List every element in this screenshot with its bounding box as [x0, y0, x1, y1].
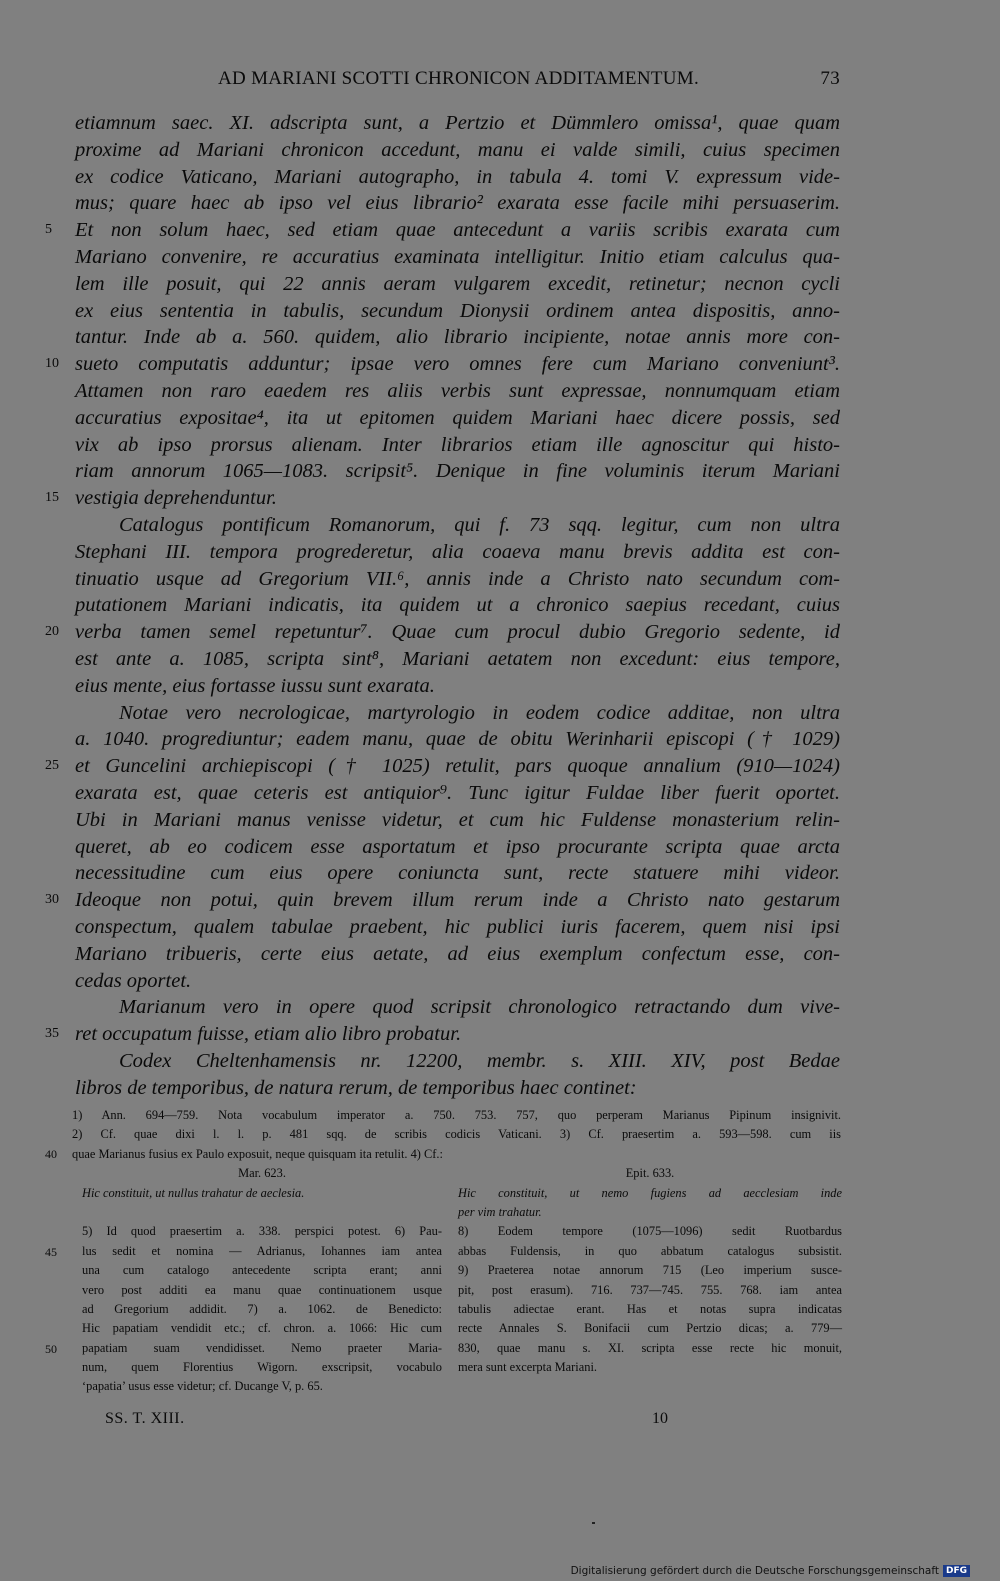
compare-left-text: Hic constituit, ut nullus trahatur de aeclesia.	[82, 1185, 305, 1200]
line-text: Marianum vero in opere quod scripsit chronologico retractando dum vive-	[119, 996, 840, 1019]
text-line	[0, 432, 1000, 459]
text-line	[0, 807, 1000, 834]
line-text: Notae vero necrologicae, martyrologio in eodem codice additae, non ultra	[119, 701, 840, 724]
text-line	[0, 110, 1000, 137]
line-text: cedas oportet.	[75, 969, 192, 992]
line-text: eius mente, eius fortasse iussu sunt exarata.	[75, 674, 435, 697]
line-number: 5	[45, 222, 52, 238]
sheet-number: 10	[652, 1410, 668, 1427]
footnote-line: vero post additi ea manu quae continuationem usque	[82, 1282, 442, 1297]
text-line	[0, 619, 1000, 646]
line-text: lem ille posuit, qui 22 annis aeram vulgarem excedit, retinetur; necnon cycli	[75, 272, 840, 295]
line-text: tinuatio usque ad Gregorium VII.⁶, annis inde a Christo nato secundum com-	[75, 567, 840, 590]
footnote-line	[0, 1106, 1000, 1125]
line-number-50: 50	[45, 1341, 57, 1356]
text-line	[0, 137, 1000, 164]
footnote-line: tabulis adiectae erant. Has et notas supra indicatas	[458, 1301, 842, 1316]
text-line	[0, 700, 1000, 727]
line-text: exarata est, quae ceteris est antiquior⁹. Tunc igitur Fuldae liber fuerit oportet.	[75, 781, 840, 804]
text-line	[0, 378, 1000, 405]
line-text: tantur. Inde ab a. 560. quidem, alio librario incipiente, notae annis more con-	[75, 326, 840, 349]
text-line	[0, 914, 1000, 941]
text-line	[0, 324, 1000, 351]
text-line	[0, 539, 1000, 566]
line-text: necessitudine cum eius opere coniuncta sunt, recte statuere mihi videor.	[75, 862, 840, 885]
footnote-line: ‘papatia’ usus esse videtur; cf. Ducange V, p. 65.	[82, 1379, 323, 1394]
line-text: proxime ad Mariani chronicon accedunt, manu ei valde simili, cuius specimen	[75, 138, 840, 161]
line-text: ex codice Vaticano, Mariani autographo, in tabula 4. tomi V. expressum vide-	[75, 165, 840, 188]
text-line	[0, 726, 1000, 753]
text-line	[0, 860, 1000, 887]
footnote-line	[0, 1125, 1000, 1144]
text-line	[0, 458, 1000, 485]
footnote-text: 2) Cf. quae dixi l. l. p. 481 sqq. de scribis codicis Vaticani. 3) Cf. praesertim a. 593—598. cum iis	[72, 1127, 841, 1142]
line-text: Ideoque non potui, quin brevem illum rerum inde a Christo nato gestarum	[75, 889, 840, 912]
volume-signature: SS. T. XIII.	[105, 1410, 185, 1427]
line-text: Attamen non raro eaedem res aliis verbis sunt expressae, nonnumquam etiam	[75, 379, 840, 402]
running-title: AD MARIANI SCOTTI CHRONICON ADDITAMENTUM.	[218, 68, 700, 89]
footnote-line: 830, quae manu s. XI. scripta esse recte hic monuit,	[458, 1340, 842, 1355]
main-text	[0, 110, 1000, 1101]
line-text: Mariano convenire, re accuratius examinata intelligitur. Initio etiam calculus qua-	[75, 245, 840, 268]
footnote-line: mera sunt excerpta Mariani.	[458, 1360, 597, 1375]
compare-left-head: Mar. 623.	[238, 1166, 286, 1181]
line-text: Mariano tribueris, certe eius aetate, ad eius exemplum confectum esse, con-	[75, 942, 840, 965]
compare-right-text-2: per vim trahatur.	[458, 1204, 542, 1219]
footnote-line: papatiam suam vendidisset. Nemo praeter Maria-	[82, 1340, 442, 1355]
line-text: Ubi in Mariani manus venisse videtur, et cum hic Fuldense monasterium relin-	[75, 808, 840, 831]
footnote-text: quae Marianus fusius ex Paulo exposuit, neque quisquam ita retulit. 4) Cf.:	[72, 1146, 443, 1161]
line-text: Catalogus pontificum Romanorum, qui f. 73 sqq. legitur, cum non ultra	[119, 513, 840, 536]
text-line	[0, 244, 1000, 271]
line-text: accuratius expositae⁴, ita ut epitomen quidem Mariani haec dicere possis, sed	[75, 406, 840, 429]
line-text: est ante a. 1085, scripta sint⁸, Mariani aetatem non excedunt: eius tempore,	[75, 647, 840, 670]
line-text: Stephani III. tempora progrederetur, alia coaeva manu brevis addita est con-	[75, 540, 840, 563]
footnote-line: 5) Id quod praesertim a. 338. perspici potest. 6) Pau-	[82, 1224, 442, 1239]
footnote-line: lus sedit et nomina — Adrianus, Iohannes iam antea	[82, 1243, 442, 1258]
text-line	[0, 968, 1000, 995]
text-line	[0, 512, 1000, 539]
footnote-line: 8) Eodem tempore (1075—1096) sedit Ruotbardus	[458, 1224, 842, 1239]
line-number: 25	[45, 758, 59, 774]
footnotes-right-column	[458, 1222, 842, 1377]
line-text: riam annorum 1065—1083. scripsit⁵. Denique in fine voluminis iterum Mariani	[75, 460, 840, 483]
text-line	[0, 164, 1000, 191]
line-number: 30	[45, 892, 59, 908]
text-line	[0, 566, 1000, 593]
text-line	[0, 485, 1000, 512]
text-line	[0, 753, 1000, 780]
line-text: et Guncelini archiepiscopi († 1025) retulit, pars quoque annalium (910—1024)	[75, 755, 840, 778]
text-line	[0, 1075, 1000, 1102]
line-text: putationem Mariani indicatis, ita quidem ut a chronico saepius recedant, cuius	[75, 594, 840, 617]
text-line	[0, 217, 1000, 244]
text-line	[0, 646, 1000, 673]
line-text: vestigia deprehenduntur.	[75, 487, 277, 510]
page-number: 73	[820, 68, 840, 89]
compare-right-text-1: Hic constituit, ut nemo fugiens ad aecclesiam inde	[458, 1185, 842, 1200]
line-number: 20	[45, 624, 59, 640]
footnotes-left-column	[82, 1222, 442, 1397]
scan-speck	[592, 1522, 595, 1524]
footnote-line	[0, 1145, 1000, 1164]
line-number: 15	[45, 490, 59, 506]
footnote-text: 1) Ann. 694—759. Nota vocabulum imperator a. 750. 753. 757, quo perperam Marianus Pipinum insignivit.	[72, 1108, 841, 1122]
line-text: vix ab ipso prorsus alienam. Inter librarios etiam ille agnoscitur qui histo-	[75, 433, 840, 456]
text-line	[0, 941, 1000, 968]
line-text: etiamnum saec. XI. adscripta sunt, a Pertzio et Dümmlero omissa¹, quae quam	[75, 112, 840, 134]
line-number-45: 45	[45, 1244, 57, 1259]
footnotes	[0, 1106, 1000, 1402]
credit-text: Digitalisierung gefördert durch die Deutsche Forschungsgemeinschaft	[570, 1565, 939, 1577]
line-text: Et non solum haec, sed etiam quae antecedunt a variis scribis exarata cum	[75, 219, 840, 242]
footnote-line: num, quem Florentius Wigorn. exscripsit, vocabulo	[82, 1360, 442, 1375]
line-text: verba tamen semel repetuntur⁷. Quae cum procul dubio Gregorio sedente, id	[75, 621, 840, 644]
line-text: Codex Cheltenhamensis nr. 12200, membr. s. XIII. XIV, post Bedae	[119, 1049, 840, 1072]
text-line	[0, 780, 1000, 807]
footnote-line: 9) Praeterea notae annorum 715 (Leo imperium susce-	[458, 1263, 842, 1278]
line-number: 10	[45, 356, 59, 372]
line-text: libros de temporibus, de natura rerum, de temporibus haec continet:	[75, 1076, 637, 1099]
text-line	[0, 351, 1000, 378]
line-text: queret, ab eo codicem esse asportatum et ipso procurante scripta quae arcta	[75, 835, 840, 858]
footnote-line: una cum catalogo antecedente scripta erant; anni	[82, 1263, 442, 1278]
footnote-line: recte Annales S. Bonifacii cum Pertzio dicas; a. 779—	[458, 1321, 842, 1336]
text-line	[0, 405, 1000, 432]
line-text: ex eius sententia in tabulis, secundum Dionysii ordinem antea dispositis, anno-	[75, 299, 840, 322]
text-line	[0, 887, 1000, 914]
footnote-line: Hic papatiam vendidit etc.; cf. chron. a. 1066: Hic cum	[82, 1321, 442, 1336]
text-line	[0, 994, 1000, 1021]
dfg-logo: DFG	[943, 1565, 970, 1577]
line-text: a. 1040. progrediuntur; eadem manu, quae de obitu Werinharii episcopi († 1029)	[75, 728, 840, 751]
compare-right-head: Epit. 633.	[625, 1166, 675, 1181]
line-text: ret occupatum fuisse, etiam alio libro probatur.	[75, 1023, 462, 1046]
text-line	[0, 298, 1000, 325]
text-line	[0, 1048, 1000, 1075]
line-number: 35	[45, 1026, 59, 1042]
footnote-line: pit, post erasum). 716. 737—745. 755. 768. iam antea	[458, 1282, 842, 1297]
line-text: sueto computatis adduntur; ipsae vero omnes fere cum Mariano conveniunt³.	[75, 353, 840, 376]
line-number: 40	[45, 1146, 57, 1161]
line-text: mus; quare haec ab ipso vel eius librario² exarata esse facile mihi persuaserim.	[75, 192, 840, 215]
text-line	[0, 190, 1000, 217]
line-text: conspectum, qualem tabulae praebent, hic publici iuris facerem, quem nisi ipsi	[75, 915, 840, 938]
text-line	[0, 1021, 1000, 1048]
digitization-credit	[571, 1565, 970, 1577]
text-line	[0, 673, 1000, 700]
footnote-line: ad Gregorium addidit. 7) a. 1062. de Benedicto:	[82, 1301, 442, 1316]
footnote-line: abbas Fuldensis, in quo abbatum catalogus subsistit.	[458, 1243, 842, 1258]
text-line	[0, 271, 1000, 298]
text-line	[0, 592, 1000, 619]
text-line	[0, 834, 1000, 861]
